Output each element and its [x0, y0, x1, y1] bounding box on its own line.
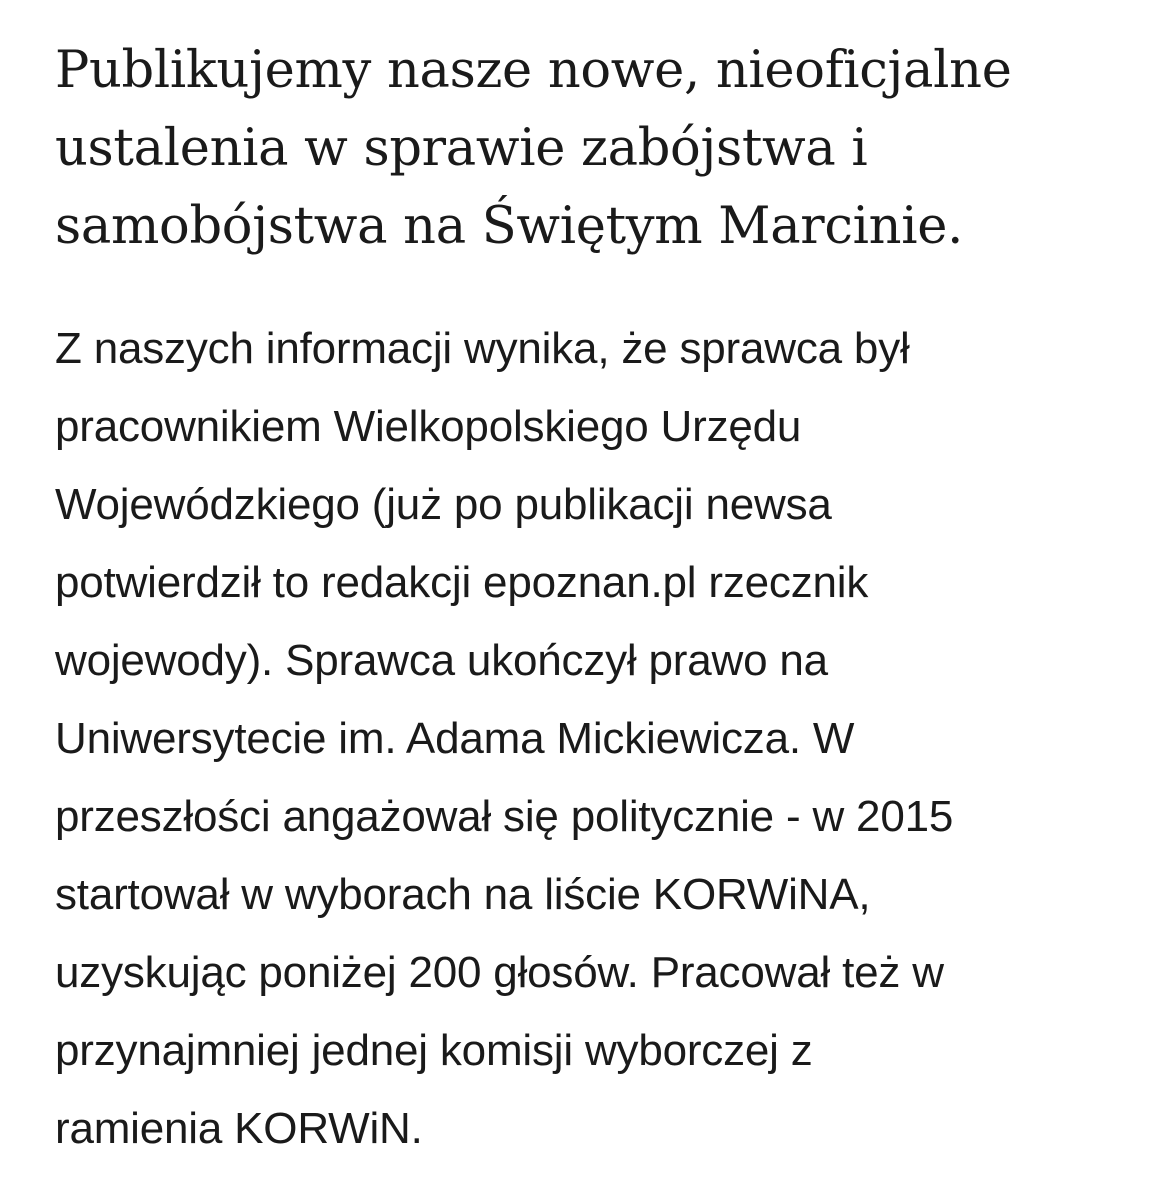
body-line: startował w wyborach na liście KORWiNA,	[55, 870, 871, 919]
body-line: uzyskując poniżej 200 głosów. Pracował też w	[55, 948, 944, 997]
body-line: Uniwersytecie im. Adama Mickiewicza. W	[55, 714, 855, 763]
article-body-paragraph	[55, 310, 1135, 1168]
body-line: przynajmniej jednej komisji wyborczej z	[55, 1026, 813, 1075]
body-line: wojewody). Sprawca ukończył prawo na	[55, 636, 828, 685]
lead-line: ustalenia w sprawie zabójstwa i	[55, 119, 868, 178]
body-line: ramienia KORWiN.	[55, 1104, 423, 1153]
lead-line: Publikujemy nasze nowe, nieoficjalne	[55, 41, 1012, 100]
body-line: pracownikiem Wielkopolskiego Urzędu	[55, 402, 802, 451]
body-line: przeszłości angażował się politycznie - w 2015	[55, 792, 954, 841]
body-line: potwierdził to redakcji epoznan.pl rzecznik	[55, 558, 869, 607]
body-line: Wojewódzkiego (już po publikacji newsa	[55, 480, 832, 529]
article	[55, 0, 1135, 1168]
article-lead	[55, 0, 1135, 266]
body-line: Z naszych informacji wynika, że sprawca był	[55, 324, 910, 373]
lead-line: samobójstwa na Świętym Marcinie.	[55, 197, 964, 256]
